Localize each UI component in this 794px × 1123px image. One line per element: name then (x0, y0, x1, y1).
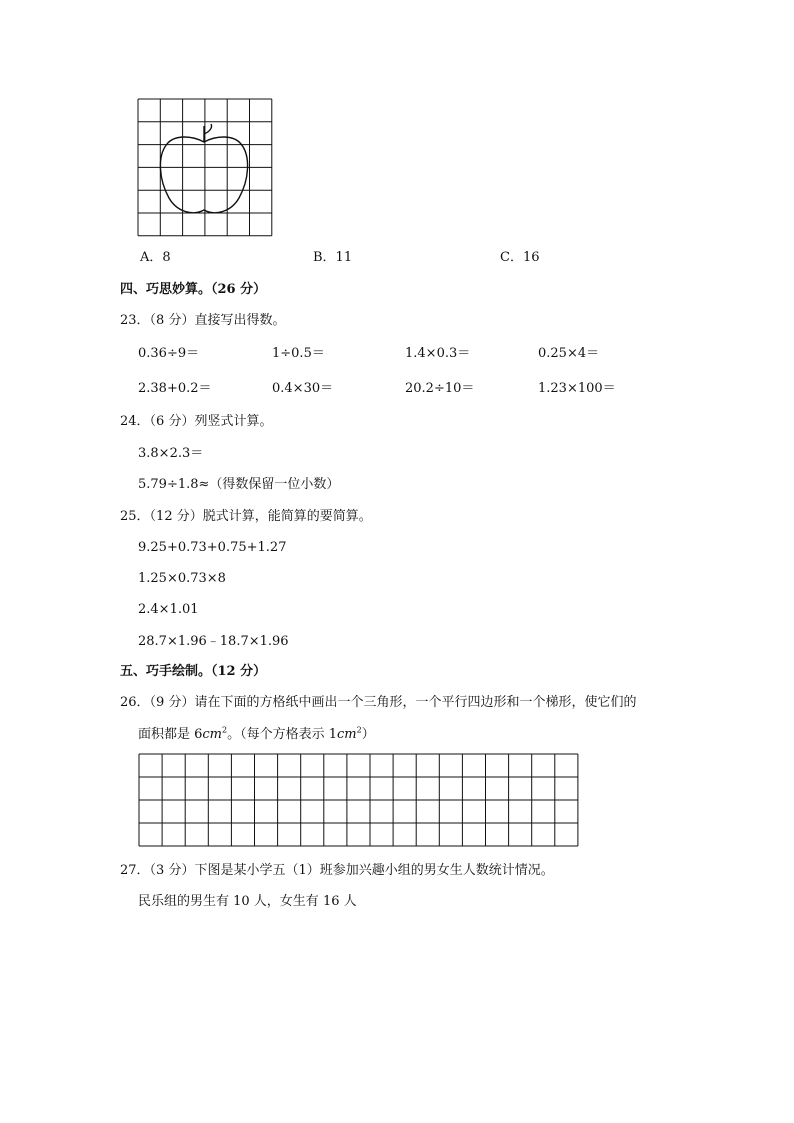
q26-exp2: 2 (356, 725, 362, 735)
section4-title: 四、巧思妙算。（26 分） (120, 282, 267, 297)
drawing-grid-paper[interactable] (138, 753, 580, 847)
q24-item-1: 3.8×2.3＝ (138, 446, 204, 461)
q23-item-8: 1.23×100＝ (538, 381, 616, 396)
apple-outline (160, 137, 247, 213)
option-a[interactable]: A．8 (140, 250, 171, 265)
q26-line2 (138, 726, 375, 744)
apple-grid-lines (138, 99, 272, 236)
q27-line2: 民乐组的男生有 10 人，女生有 16 人 (138, 894, 357, 909)
q23-item-7: 20.2÷10＝ (405, 381, 475, 396)
q26-line1: 26．（9 分）请在下面的方格纸中画出一个三角形，一个平行四边形和一个梯形，使它们的 (120, 695, 637, 710)
apple-grid-figure (137, 98, 273, 238)
q26-line2-c: ） (361, 727, 375, 742)
q26-unit1: cm (202, 727, 223, 742)
q23-item-4: 0.25×4＝ (538, 346, 600, 361)
q24-item-2: 5.79÷1.8≈（得数保留一位小数） (138, 477, 340, 492)
q25-item-1: 9.25+0.73+0.75+1.27 (138, 540, 287, 555)
q23-item-1: 0.36÷9＝ (138, 346, 200, 361)
q23-item-5: 2.38+0.2＝ (138, 381, 212, 396)
q23-item-3: 1.4×0.3＝ (405, 346, 471, 361)
option-c[interactable]: C．16 (500, 250, 540, 265)
q25-item-4: 28.7×1.96﹣18.7×1.96 (138, 634, 289, 649)
q23-item-2: 1÷0.5＝ (272, 346, 325, 361)
q25-item-3: 2.4×1.01 (138, 602, 199, 617)
section5-title: 五、巧手绘制。（12 分） (120, 664, 267, 679)
q26-line2-a: 面积都是 6 (138, 727, 203, 742)
q24-stem: 24．（6 分）列竖式计算。 (120, 414, 273, 429)
q26-line2-b: 。（每个方格表示 1 (227, 727, 338, 742)
q25-stem: 25．（12 分）脱式计算，能简算的要简算。 (120, 509, 372, 524)
q23-stem: 23．（8 分）直接写出得数。 (120, 313, 286, 328)
drawing-grid-lines (139, 754, 578, 846)
q27-stem: 27．（3 分）下图是某小学五（1）班参加兴趣小组的男女生人数统计情况。 (120, 863, 554, 878)
q26-exp1: 2 (222, 725, 228, 735)
q26-unit2: cm (337, 727, 357, 742)
option-b[interactable]: B．11 (313, 250, 353, 265)
q25-item-2: 1.25×0.73×8 (138, 571, 226, 586)
q23-item-6: 0.4×30＝ (272, 381, 334, 396)
